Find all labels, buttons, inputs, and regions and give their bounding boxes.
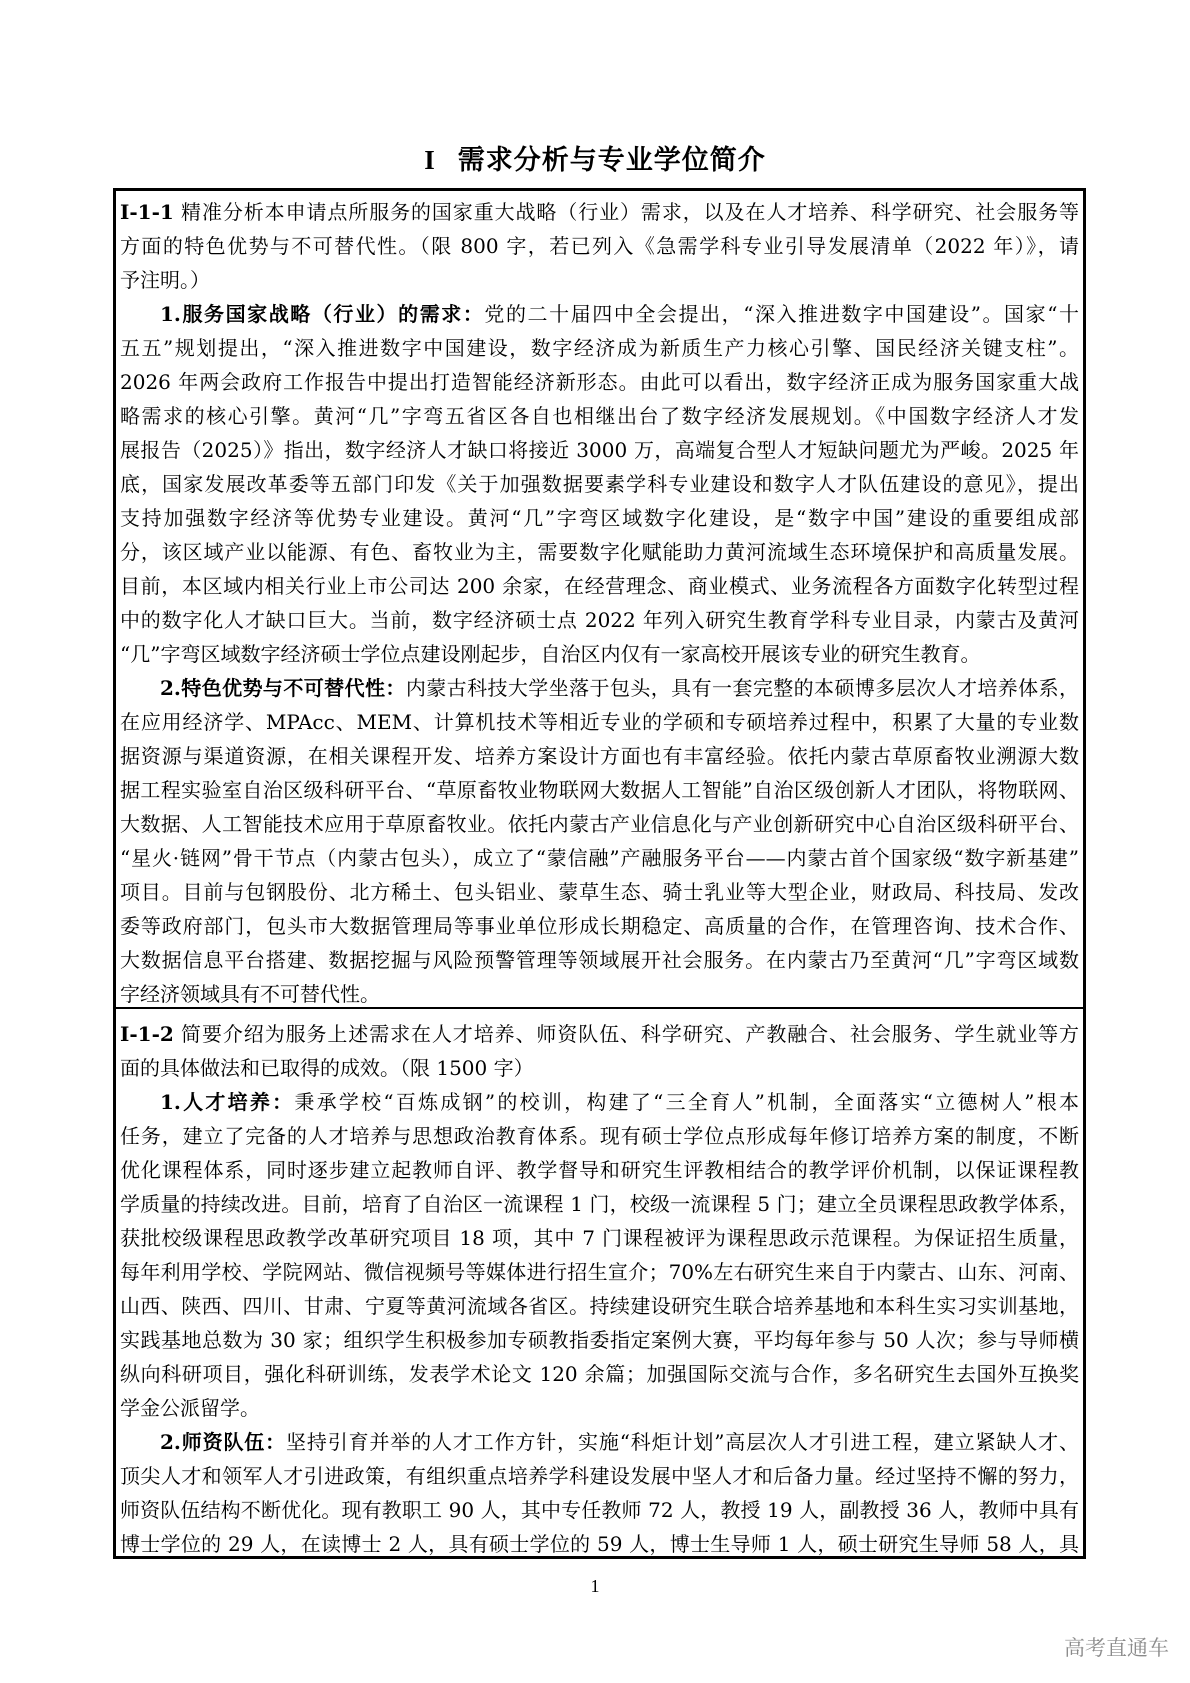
line-text: 大数据、人工智能技术应用于草原畜牧业。依托内蒙古产业信息化与产业创新研究中心自治区级科研平台、: [120, 812, 1079, 836]
text-line: [120, 569, 1079, 603]
text-line: [120, 501, 1079, 535]
line-text: 学金公派留学。: [120, 1396, 260, 1420]
line-text: 底，国家发展改革委等五部门印发《关于加强数据要素学科专业建设和数字人才队伍建设的意见》，提出: [120, 472, 1079, 496]
line-text: 面的具体做法和已取得的成效。（限 1500 字）: [120, 1056, 534, 1080]
text-line: [120, 263, 1079, 297]
bold-heading: 2.师资队伍：: [160, 1430, 287, 1454]
text-line: [120, 399, 1079, 433]
line-text: 予注明。）: [120, 268, 210, 292]
bold-heading: 2.特色优势与不可替代性：: [160, 676, 406, 700]
bold-heading: I-1-2: [120, 1022, 174, 1046]
line-text: 任务，建立了完备的人才培养与思想政治教育体系。现有硕士学位点形成每年修订培养方案的制度，不断: [120, 1124, 1079, 1148]
line-text: 优化课程体系，同时逐步建立起教师自评、教学督导和研究生评教相结合的教学评价机制，以保证课程教: [120, 1158, 1079, 1182]
watermark: 高考直通车: [1064, 1636, 1169, 1660]
text-line: [120, 1221, 1079, 1255]
line-text: 支持加强数字经济等优势专业建设。黄河“几”字弯区域数字化建设，是“数字中国”建设的重要组成部: [120, 506, 1079, 530]
line-text: 据资源与渠道资源，在相关课程开发、培养方案设计方面也有丰富经验。依托内蒙古草原畜牧业溯源大数: [120, 744, 1079, 768]
bold-heading: 1.服务国家战略（行业）的需求：: [160, 302, 485, 326]
text-line: [120, 977, 1079, 1011]
bold-heading: I-1-1: [120, 200, 174, 224]
line-text: 学质量的持续改进。目前，培育了自治区一流课程 1 门，校级一流课程 5 门；建立全员课程思政教学体系，: [120, 1192, 1079, 1216]
page-title: [0, 138, 1190, 177]
text-line: [120, 467, 1079, 501]
line-text: 党的二十届四中全会提出，“深入推进数字中国建设”。国家“十: [484, 302, 1079, 326]
text-line: [120, 297, 1079, 331]
text-line: [120, 1391, 1079, 1425]
section-i-1-2: [116, 1009, 1083, 1561]
line-text: 师资队伍结构不断优化。现有教职工 90 人，其中专任教师 72 人，教授 19 人，副教授 36 人，教师中具有: [120, 1498, 1079, 1522]
line-text: 获批校级课程思政教学改革研究项目 18 项，其中 7 门课程被评为课程思政示范课程。为保证招生质量，: [120, 1226, 1079, 1250]
line-text: 每年利用学校、学院网站、微信视频号等媒体进行招生宣介；70%左右研究生来自于内蒙古、山东、河南、: [120, 1260, 1079, 1284]
text-line: [120, 1357, 1079, 1391]
text-line: [120, 943, 1079, 977]
section-i-1-1: [116, 191, 1083, 1009]
line-text: 山西、陕西、四川、甘肃、宁夏等黄河流域各省区。持续建设研究生联合培养基地和本科生实习实训基地，: [120, 1294, 1079, 1318]
text-line: [120, 773, 1079, 807]
text-line: [120, 875, 1079, 909]
content-table: [113, 188, 1086, 1559]
text-line: [120, 739, 1079, 773]
text-line: [120, 807, 1079, 841]
line-text: “几”字弯区域数字经济硕士学位点建设刚起步，自治区内仅有一家高校开展该专业的研究生教育。: [120, 642, 981, 666]
line-text: 内蒙古科技大学坐落于包头，具有一套完整的本硕博多层次人才培养体系，: [405, 676, 1079, 700]
line-text: 中的数字化人才缺口巨大。当前，数字经济硕士点 2022 年列入研究生教育学科专业目录，内蒙古及黄河: [120, 608, 1079, 632]
text-line: [120, 1425, 1079, 1459]
line-text: 2026 年两会政府工作报告中提出打造智能经济新形态。由此可以看出，数字经济正成为服务国家重大战: [120, 370, 1079, 394]
text-line: [120, 1493, 1079, 1527]
chapter-number: I: [424, 145, 436, 175]
text-line: [120, 1017, 1079, 1051]
text-line: [120, 1153, 1079, 1187]
text-line: [120, 331, 1079, 365]
text-line: [120, 365, 1079, 399]
line-text: 字经济领域具有不可替代性。: [120, 982, 380, 1006]
text-line: [120, 535, 1079, 569]
line-text: 纵向科研项目，强化科研训练，发表学术论文 120 余篇；加强国际交流与合作，多名研究生去国外互换奖: [120, 1362, 1079, 1386]
line-text: 精准分析本申请点所服务的国家重大战略（行业）需求，以及在人才培养、科学研究、社会服务等: [173, 200, 1079, 224]
text-line: [120, 1085, 1079, 1119]
line-text: 分，该区域产业以能源、有色、畜牧业为主，需要数字化赋能助力黄河流域生态环境保护和高质量发展。: [120, 540, 1079, 564]
line-text: 委等政府部门，包头市大数据管理局等事业单位形成长期稳定、高质量的合作，在管理咨询、技术合作、: [120, 914, 1079, 938]
line-text: 略需求的核心引擎。黄河“几”字弯五省区各自也相继出台了数字经济发展规划。《中国数字经济人才发: [120, 404, 1079, 428]
text-line: [120, 671, 1079, 705]
line-text: 据工程实验室自治区级科研平台、“草原畜牧业物联网大数据人工智能”自治区级创新人才团队，将物联网、: [120, 778, 1079, 802]
line-text: 项目。目前与包钢股份、北方稀土、包头铝业、蒙草生态、骑士乳业等大型企业，财政局、科技局、发改: [120, 880, 1079, 904]
line-text: 博士学位的 29 人，在读博士 2 人，具有硕士学位的 59 人，博士生导师 1 人，硕士研究生导师 58 人，具: [120, 1532, 1079, 1556]
text-line: [120, 1051, 1079, 1085]
line-text: 坚持引育并举的人才工作方针，实施“科炬计划”高层次人才引进工程，建立紧缺人才、: [286, 1430, 1079, 1454]
text-line: [120, 1119, 1079, 1153]
line-text: 目前，本区域内相关行业上市公司达 200 余家，在经营理念、商业模式、业务流程各方面数字化转型过程: [120, 574, 1079, 598]
text-line: [120, 1459, 1079, 1493]
text-line: [120, 1187, 1079, 1221]
page-number: 1: [590, 1576, 600, 1596]
text-line: [120, 195, 1079, 229]
chapter-title: 需求分析与专业学位简介: [457, 145, 766, 176]
text-line: [120, 637, 1079, 671]
text-line: [120, 433, 1079, 467]
line-text: 大数据信息平台搭建、数据挖掘与风险预警管理等领域展开社会服务。在内蒙古乃至黄河“几”字弯区域数: [120, 948, 1079, 972]
line-text: 在应用经济学、MPAcc、MEM、计算机技术等相近专业的学硕和专硕培养过程中，积累了大量的专业数: [120, 710, 1079, 734]
line-text: 实践基地总数为 30 家；组织学生积极参加专硕教指委指定案例大赛，平均每年参与 50 人次；参与导师横: [120, 1328, 1079, 1352]
line-text: 简要介绍为服务上述需求在人才培养、师资队伍、科学研究、产教融合、社会服务、学生就业等方: [173, 1022, 1079, 1046]
text-line: [120, 841, 1079, 875]
text-line: [120, 1323, 1079, 1357]
text-line: [120, 1527, 1079, 1561]
text-line: [120, 229, 1079, 263]
line-text: 展报告（2025）》指出，数字经济人才缺口将接近 3000 万，高端复合型人才短缺问题尤为严峻。2025 年: [120, 438, 1079, 462]
line-text: 方面的特色优势与不可替代性。（限 800 字，若已列入《急需学科专业引导发展清单（2022 年）》，请: [120, 234, 1079, 258]
text-line: [120, 909, 1079, 943]
text-line: [120, 1255, 1079, 1289]
bold-heading: 1.人才培养：: [160, 1090, 295, 1114]
line-text: 五五”规划提出，“深入推进数字中国建设，数字经济成为新质生产力核心引擎、国民经济关键支柱”。: [120, 336, 1079, 360]
text-line: [120, 1289, 1079, 1323]
text-line: [120, 705, 1079, 739]
line-text: 顶尖人才和领军人才引进政策，有组织重点培养学科建设发展中坚人才和后备力量。经过坚持不懈的努力，: [120, 1464, 1079, 1488]
text-line: [120, 603, 1079, 637]
line-text: 秉承学校“百炼成钢”的校训，构建了“三全育人”机制，全面落实“立德树人”根本: [294, 1090, 1079, 1114]
line-text: “星火·链网”骨干节点（内蒙古包头），成立了“蒙信融”产融服务平台——内蒙古首个国家级“数字新基建”: [120, 846, 1079, 870]
